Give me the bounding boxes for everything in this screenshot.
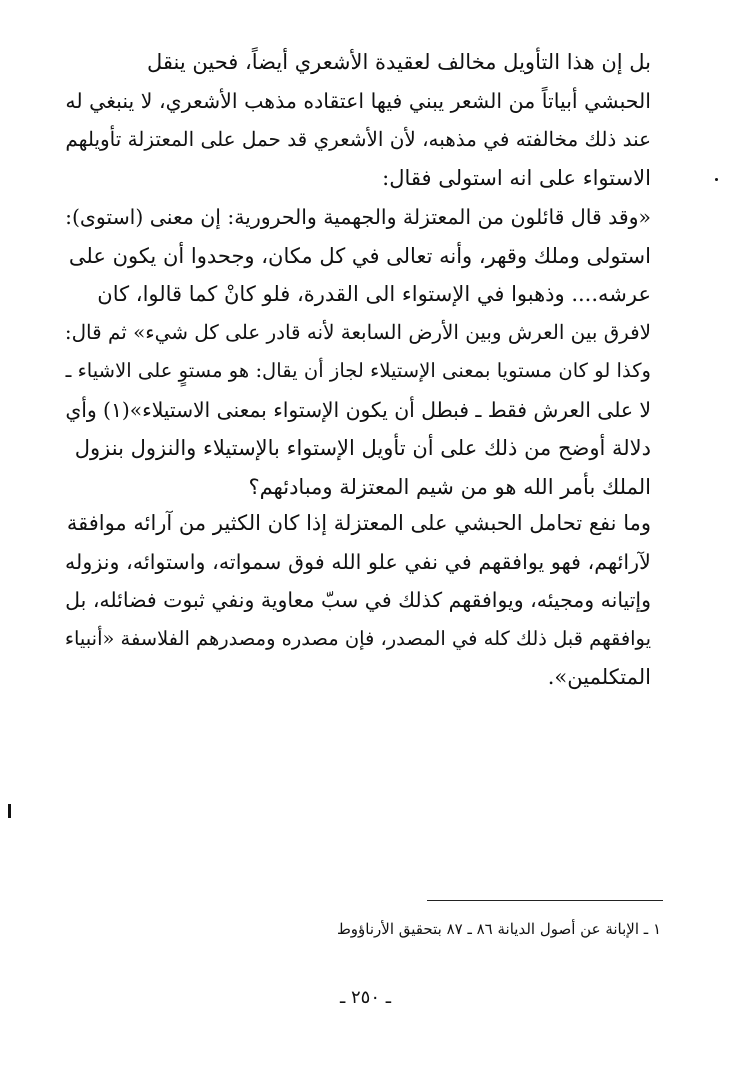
text-line: وكذا لو كان مستويا بمعنى الإستيلاء لجاز أن يقال: هو مستوٍ على الاشياء ـ xyxy=(65,359,651,382)
scan-artifact xyxy=(8,804,11,818)
text-line: عرشه.... وذهبوا في الإستواء الى القدرة، فلو كانْ كما قالوا، كان xyxy=(97,282,651,306)
paragraph-1 xyxy=(59,43,651,197)
text-line: لافرق بين العرش وبين الأرض السابعة لأنه قادر على كل شيء» ثم قال: xyxy=(64,320,651,344)
text-line: يوافقهم قبل ذلك كله في المصدر، فإن مصدره ومصدرهم الفلاسفة «أنبياء xyxy=(64,626,651,650)
text-line: وما نفع تحامل الحبشي على المعتزلة إذا كان الكثير من آرائه موافقة xyxy=(66,511,651,535)
text-line: وإتيانه ومجيئه، ويوافقهم كذلك في سبّ معاوية ونفي ثبوت فضائله، بل xyxy=(65,588,651,612)
page-number: ـ ٢٥٠ ـ xyxy=(339,987,391,1008)
text-line: الاستواء على انه استولى فقال: xyxy=(382,165,651,190)
text-line: عند ذلك مخالفته في مذهبه، لأن الأشعري قد حمل على المعتزلة تأويلهم xyxy=(65,127,651,151)
footnote-divider xyxy=(427,900,663,901)
text-line: المتكلمين». xyxy=(547,665,651,689)
text-line: الحبشي أبياتاً من الشعر يبني فيها اعتقاده مذهب الأشعري، لا ينبغي له xyxy=(65,88,651,113)
footnote: ١ ـ الإبانة عن أصول الديانة ٨٦ ـ ٨٧ بتحقيق الأرناؤوط xyxy=(336,920,661,938)
scan-artifact xyxy=(715,178,718,181)
text-line: استولى وملك وقهر، وأنه تعالى في كل مكان، وجحدوا أن يكون على xyxy=(68,243,651,268)
paragraph-3 xyxy=(59,504,651,697)
text-line: بل إن هذا التأويل مخالف لعقيدة الأشعري أيضاً، فحين ينقل xyxy=(147,50,651,74)
text-line: لآرائهم، فهو يوافقهم في نفي علو الله فوق سمواته، واستوائه، ونزوله xyxy=(64,549,651,574)
text-line: دلالة أوضح من ذلك على أن تأويل الإستواء بالإستيلاء والنزول بنزول xyxy=(74,436,651,460)
text-line: لا على العرش فقط ـ فبطل أن يكون الإستواء بمعنى الاستيلاء»(١) وأي xyxy=(65,397,651,422)
quotation-paragraph xyxy=(59,198,651,506)
text-line: «وقد قال قائلون من المعتزلة والجهمية والحرورية: إن معنى (استوى): xyxy=(65,205,651,229)
text-line: الملك بأمر الله هو من شيم المعتزلة ومبادئهم؟ xyxy=(248,474,651,499)
